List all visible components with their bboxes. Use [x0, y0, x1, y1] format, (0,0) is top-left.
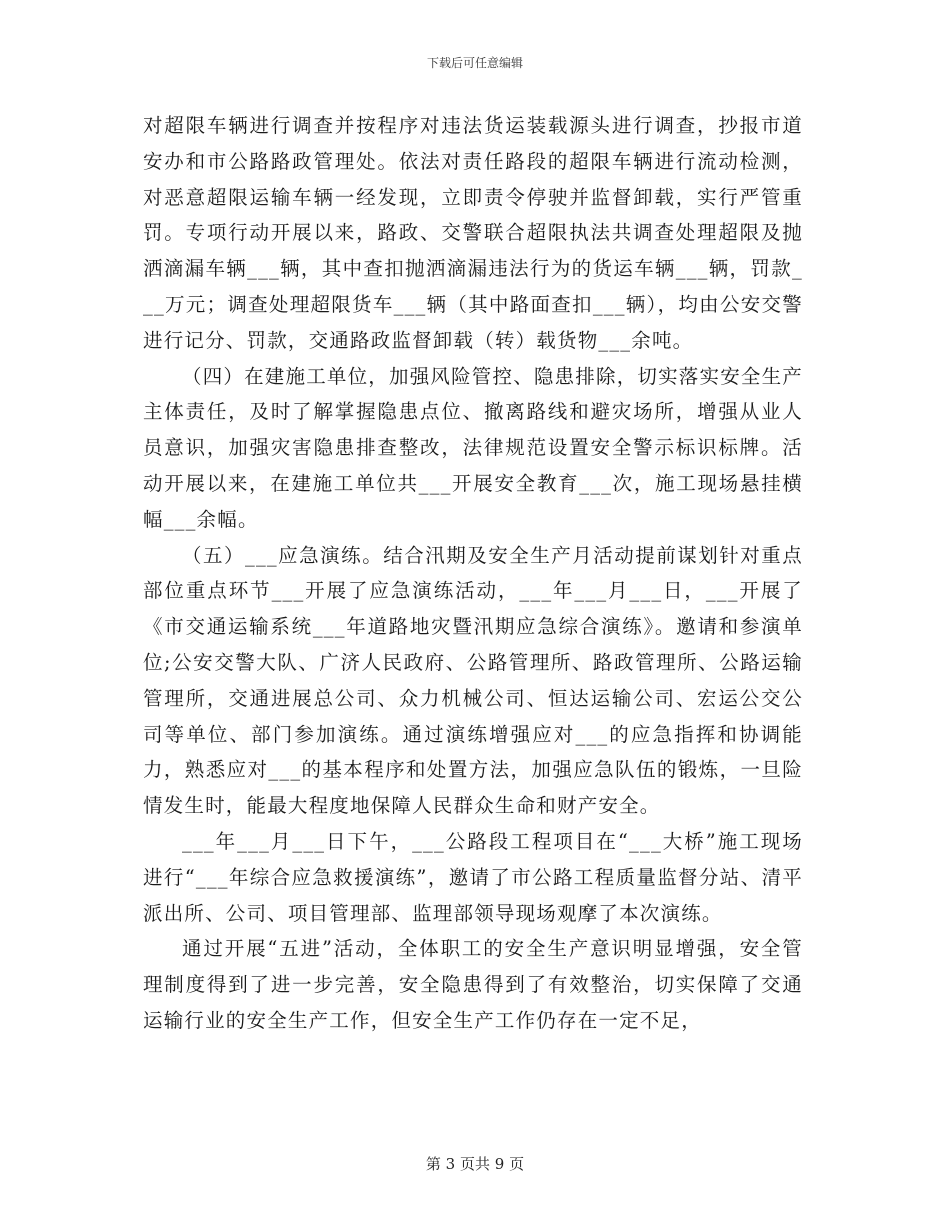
paragraph-section-4: （四）在建施工单位，加强风险管控、隐患排除，切实落实安全生产主体责任，及时了解掌握隐患点位、撤离路线和避灾场所，增强从业人员意识，加强灾害隐患排查整改，法律规范设置安全警示标识标牌。活动开展以来，在建施工单位共___开展安全教育___次，施工现场悬挂横幅___余幅。 [143, 364, 804, 531]
paragraph-drill: ___年___月___日下午，___公路段工程项目在“___大桥”施工现场进行“___年综合应急救援演练”，邀请了市公路工程质量监督分站、清平派出所、公司、项目管理部、监理部领导现场观摩了本次演练。 [143, 829, 803, 925]
paragraph-section-5: （五）___应急演练。结合汛期及安全生产月活动提前谋划针对重点部位重点环节___开展了应急演练活动，___年___月___日，___开展了《市交通运输系统___年道路地灾暨汛期应急综合演练》。邀请和参演单位;公安交警大队、广济人民政府、公路管理所、路政管理所、公路运输管理所，交通进展总公司、众力机械公司、恒达运输公司、宏运公交公司等单位、部门参加演练。通过演练增强应对___的应急指挥和协调能力，熟悉应对___的基本程序和处置方法，加强应急队伍的锻炼，一旦险情发生时，能最大程度地保障人民群众生命和财产安全。 [143, 543, 803, 818]
page-footer: 第 3 页共 9 页 [425, 1155, 525, 1173]
page-header: 下载后可任意编辑 [426, 56, 523, 70]
paragraph-enforcement: 对超限车辆进行调查并按程序对违法货运装载源头进行调查，抄报市道安办和市公路路政管理处。依法对责任路段的超限车辆进行流动检测，对恶意超限运输车辆一经发现，立即责令停驶并监督卸载，实行严管重罚。专项行动开展以来，路政、交警联合超限执法共调查处理超限及抛洒滴漏车辆___辆，其中查扣抛洒滴漏违法行为的货运车辆___辆，罚款___万元；调查处理超限货车___辆（其中路面查扣___辆），均由公安交警进行记分、罚款，交通路政监督卸载（转）载货物___余吨。 [143, 114, 803, 352]
paragraph-summary: 通过开展“五进”活动，全体职工的安全生产意识明显增强，安全管理制度得到了进一步完善，安全隐患得到了有效整治，切实保障了交通运输行业的安全生产工作，但安全生产工作仍存在一定不足， [143, 937, 803, 1032]
document-body [143, 108, 803, 1039]
